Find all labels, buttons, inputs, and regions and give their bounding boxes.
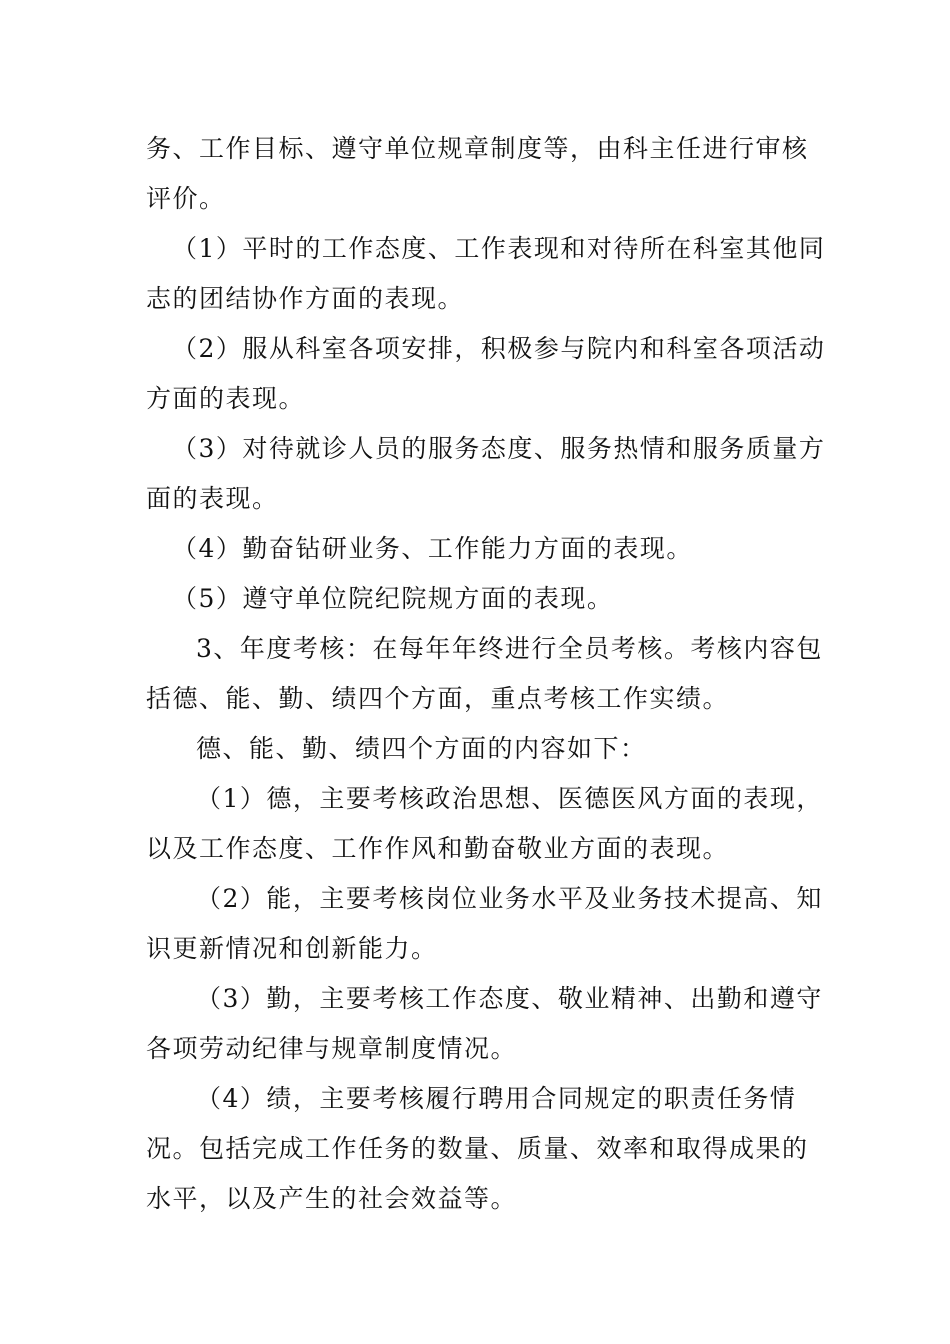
text-line: （4）绩，主要考核履行聘用合同规定的职责任务情 bbox=[196, 1084, 797, 1113]
text-line: （3）勤，主要考核工作态度、敬业精神、出勤和遵守 bbox=[196, 984, 823, 1013]
text-line: 面的表现。 bbox=[146, 484, 279, 513]
text-line: （2）服从科室各项安排，积极参与院内和科室各项活动 bbox=[172, 334, 826, 363]
text-line: （4）勤奋钻研业务、工作能力方面的表现。 bbox=[172, 534, 693, 563]
text-line: （3）对待就诊人员的服务态度、服务热情和服务质量方 bbox=[172, 434, 826, 463]
text-line: 识更新情况和创新能力。 bbox=[146, 934, 438, 963]
text-line: （1）平时的工作态度、工作表现和对待所在科室其他同 bbox=[172, 234, 826, 263]
text-line: 德、能、勤、绩四个方面的内容如下： bbox=[196, 734, 647, 763]
text-line: （2）能，主要考核岗位业务水平及业务技术提高、知 bbox=[196, 884, 823, 913]
text-line: （1）德，主要考核政治思想、医德医风方面的表现， bbox=[196, 784, 823, 813]
text-line: 各项劳动纪律与规章制度情况。 bbox=[146, 1034, 518, 1063]
text-line: 志的团结协作方面的表现。 bbox=[146, 284, 465, 313]
text-line: 括德、能、勤、绩四个方面，重点考核工作实绩。 bbox=[146, 684, 730, 713]
text-line: 评价。 bbox=[146, 184, 226, 213]
text-line: 水平，以及产生的社会效益等。 bbox=[146, 1184, 518, 1213]
text-line: 3、年度考核：在每年年终进行全员考核。考核内容包 bbox=[196, 634, 823, 663]
text-line: 以及工作态度、工作作风和勤奋敬业方面的表现。 bbox=[146, 834, 730, 863]
text-line: （5）遵守单位院纪院规方面的表现。 bbox=[172, 584, 614, 613]
text-line: 况。包括完成工作任务的数量、质量、效率和取得成果的 bbox=[146, 1134, 809, 1163]
text-line: 务、工作目标、遵守单位规章制度等，由科主任进行审核 bbox=[146, 134, 809, 163]
text-line: 方面的表现。 bbox=[146, 384, 306, 413]
